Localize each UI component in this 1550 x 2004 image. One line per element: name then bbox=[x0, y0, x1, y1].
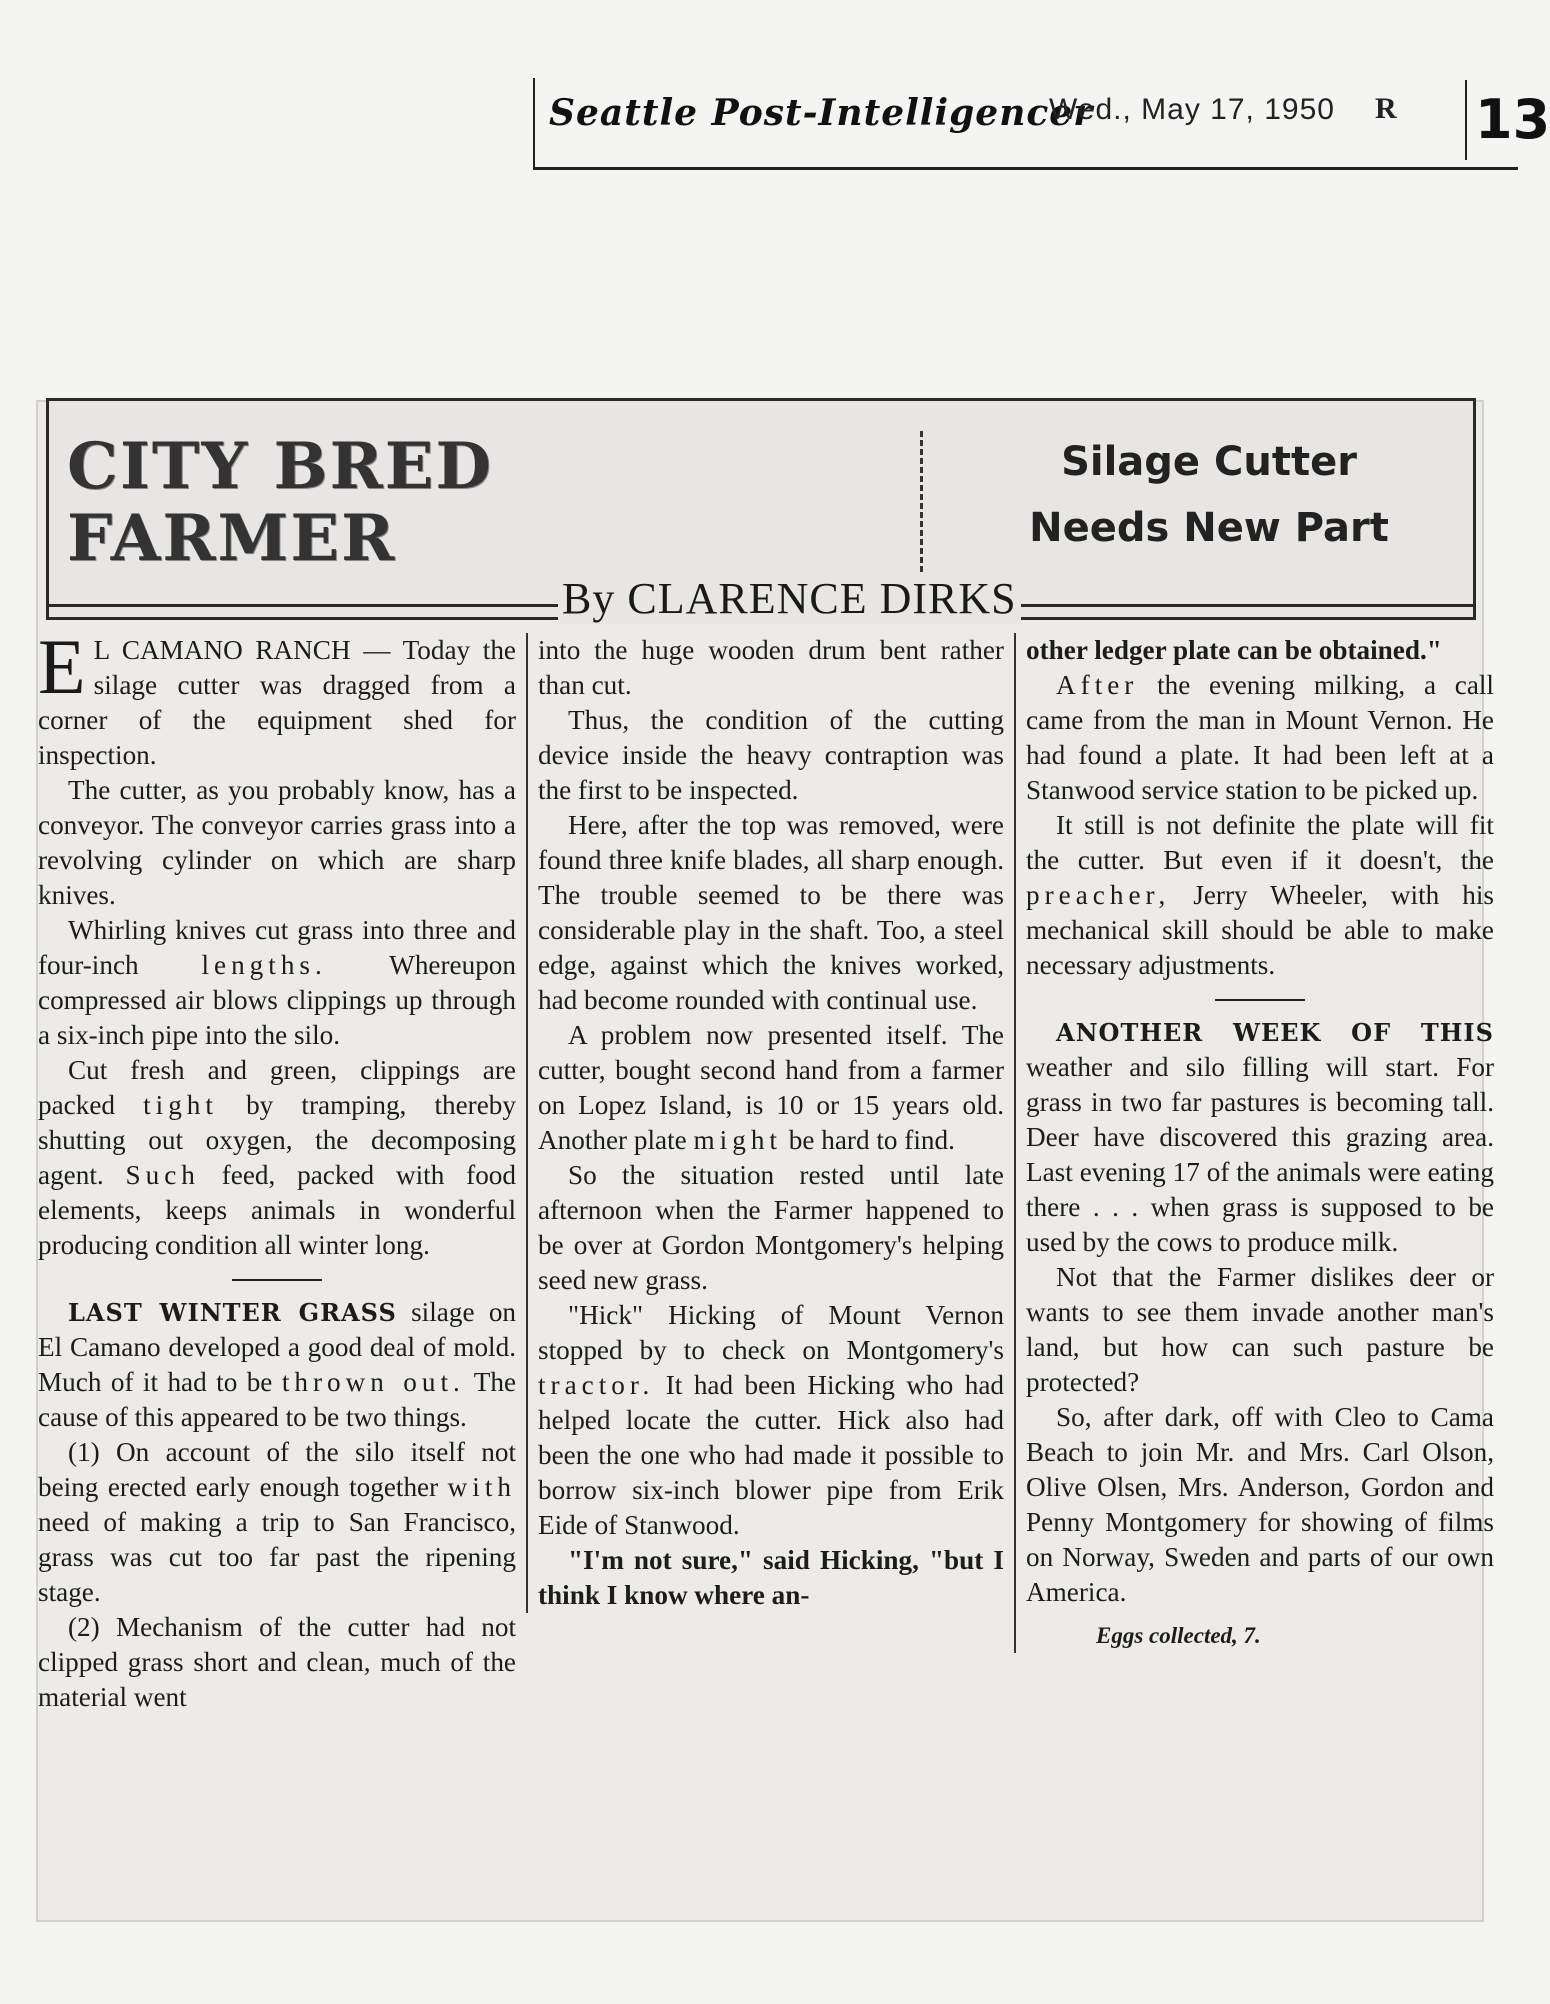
newspaper-name: Seattle Post-Intelligencer bbox=[549, 92, 1094, 134]
paragraph: ANOTHER WEEK OF THIS weather and silo filling will start. For grass in two far pastures is becoming tall. Deer have discovered this grazing area. Last evening 17 of the animals were eating there . . . when grass is supposed to be used by the cows to produce milk. bbox=[1026, 1018, 1494, 1257]
paragraph: other ledger plate can be obtained." bbox=[1026, 635, 1442, 665]
paragraph: The cutter, as you probably know, has a conveyor. The conveyor carries grass into a revolving cylinder on which are sharp knives. bbox=[38, 775, 516, 910]
paragraph: Whirling knives cut grass into three and four-inch lengths. Whereupon compressed air blows clippings up through a six-inch pipe into the silo. bbox=[38, 915, 516, 1050]
paragraph: So, after dark, off with Cleo to Cama Beach to join Mr. and Mrs. Carl Olson, Olive Olsen, Mrs. Anderson, Gordon and Penny Montgomery for showing of films on Norway, Sweden and parts of our own America. bbox=[1026, 1402, 1494, 1607]
article-column-3 bbox=[1014, 633, 1494, 1653]
paragraph: Here, after the top was removed, were found three knife blades, all sharp enough. The trouble seemed to be there was considerable play in the shaft. Too, a steel edge, against which the knives worked, had become rounded with continual use. bbox=[538, 810, 1004, 1015]
paragraph: into the huge wooden drum bent rather than cut. bbox=[538, 635, 1004, 700]
paragraph: After the evening milking, a call came from the man in Mount Vernon. He had found a plate. It had been left at a Stanwood service station to be picked up. bbox=[1026, 670, 1494, 805]
edition-mark: R bbox=[1375, 92, 1397, 125]
drop-cap: E bbox=[38, 623, 86, 710]
paragraph: LAST WINTER GRASS silage on El Camano developed a good deal of mold. Much of it had to be thrown out. The cause of this appeared to be two things. bbox=[38, 1297, 517, 1432]
section-separator bbox=[232, 1279, 322, 1281]
masthead bbox=[533, 78, 1550, 170]
byline: By CLARENCE DIRKS bbox=[558, 573, 1021, 624]
sign-off: Eggs collected, 7. bbox=[1096, 1623, 1261, 1648]
byline-row bbox=[46, 570, 1476, 623]
paragraph: So the situation rested until late afternoon when the Farmer happened to be over at Gordon Montgomery's helping seed new grass. bbox=[538, 1160, 1004, 1295]
paragraph: "Hick" Hicking of Mount Vernon stopped by to check on Montgomery's tractor. It had been Hicking who had helped locate the cutter. Hick also had been the one who had made it possible to borrow six-inch blower pipe from Erik Eide of Stanwood. bbox=[538, 1300, 1004, 1540]
byline-rule-right bbox=[996, 604, 1476, 607]
column-title-line2: FARMER bbox=[67, 501, 397, 576]
publication-date: Wed., May 17, 1950 bbox=[1049, 93, 1335, 126]
article-column-1 bbox=[38, 623, 517, 1715]
paragraph: A problem now presented itself. The cutter, bought second hand from a farmer on Lopez Island, is 10 or 15 years old. Another plate might be hard to find. bbox=[538, 1020, 1004, 1155]
header-divider bbox=[920, 431, 923, 581]
paragraph: Thus, the condition of the cutting device inside the heavy contraption was the first to be inspected. bbox=[538, 705, 1004, 805]
section-separator bbox=[1215, 999, 1305, 1001]
paragraph: Cut fresh and green, clippings are packed tight by tramping, thereby shutting out oxygen, the decomposing agent. Such feed, packed with food elements, keeps animals in wonderful producing condition all winter long. bbox=[38, 1055, 516, 1260]
section-leadin: LAST WINTER GRASS bbox=[68, 1298, 397, 1327]
headline-line1: Silage Cutter bbox=[1061, 439, 1357, 485]
section-leadin: ANOTHER WEEK OF THIS bbox=[1056, 1018, 1494, 1047]
paragraph: (1) On account of the silo itself not being erected early enough together with need of making a trip to San Francisco, grass was cut too far past the ripening stage. bbox=[38, 1437, 516, 1607]
paragraph: Not that the Farmer dislikes deer or wants to see them invade another man's land, but how can such pasture be protected? bbox=[1026, 1262, 1494, 1397]
paragraph: (2) Mechanism of the cutter had not clipped grass short and clean, much of the material went bbox=[38, 1612, 516, 1712]
paragraph: E L CAMANO RANCH — Today the silage cutter was dragged from a corner of the equipment shed for inspection. bbox=[38, 623, 516, 770]
headline-line2: Needs New Part bbox=[1029, 505, 1389, 551]
article-column-2 bbox=[526, 633, 1004, 1613]
column-title-line1: CITY BRED bbox=[67, 429, 494, 504]
byline-rule-left bbox=[46, 604, 566, 607]
article-headline bbox=[989, 429, 1429, 561]
page-number: 13 bbox=[1465, 80, 1550, 160]
column-title bbox=[67, 431, 493, 575]
paragraph: It still is not definite the plate will fit the cutter. But even if it doesn't, the preacher, Jerry Wheeler, with his mechanical skill should be able to make necessary adjustments. bbox=[1026, 810, 1494, 980]
paragraph: "I'm not sure," said Hicking, "but I think I know where an- bbox=[538, 1545, 1004, 1610]
